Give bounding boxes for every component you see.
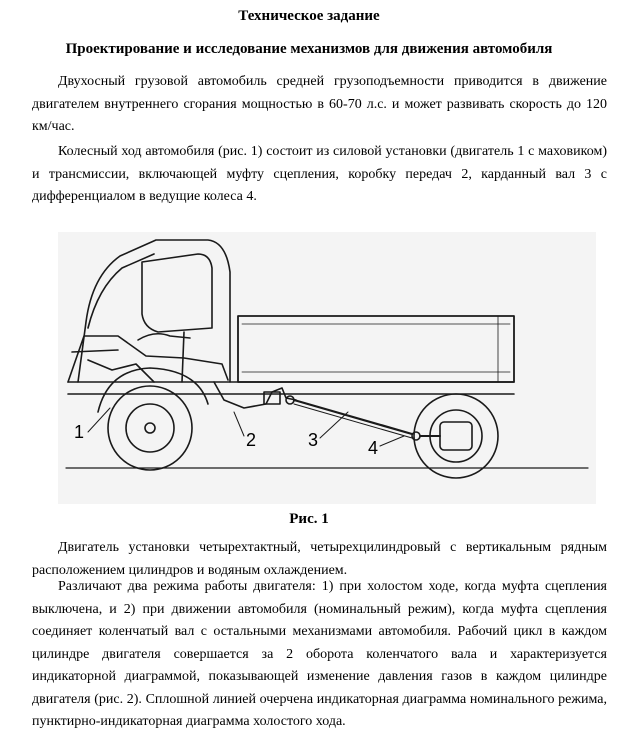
document-title: Проектирование и исследование механизмов для движения автомобиля bbox=[65, 41, 553, 57]
figure-label-2: 2 bbox=[246, 430, 257, 450]
paragraph-modes: Различают два режима работы двигателя: 1) при холостом ходе, когда муфта сцепления выключена, и 2) при движении автомобиля (номинальный режим), когда муфта сцепления соединяет коленчатый вал с остальными механизмами автомобиля. Рабочий цикл в каждом цилиндре двигателя совершается за 2 оборота коленчатого вала и характеризуется индикаторной диаграммой, показывающей изменение давления газов в каждом цилиндре двигателя (рис. 2). Сплошной линией очерчена индикаторная диаграмма номинального режима, пунктирно-индикаторная диаграмма холостого хода. bbox=[32, 579, 607, 729]
figure-caption: Рис. 1 bbox=[289, 511, 329, 527]
figure-label-4: 4 bbox=[368, 438, 379, 458]
figure-label-1: 1 bbox=[74, 422, 85, 442]
truck-figure bbox=[58, 232, 596, 504]
paragraph-engine: Двигатель установки четырехтактный, четырехцилиндровый с вертикальным рядным расположением цилиндров и водяным охлаждением. bbox=[32, 540, 607, 578]
truck-drawing bbox=[58, 232, 596, 504]
paragraph-intro: Двухосный грузовой автомобиль средней грузоподъемности приводится в движение двигателем внутреннего сгорания мощностью в 60-70 л.с. и может развивать скорость до 120 км/час. bbox=[32, 74, 607, 134]
document-heading: Техническое задание bbox=[238, 8, 380, 24]
paragraph-chassis: Колесный ход автомобиля (рис. 1) состоит из силовой установки (двигатель 1 с маховиком) и трансмиссии, включающей муфту сцепления, коробку передач 2, карданный вал 3 с дифференциалом в ведущие колеса 4. bbox=[32, 144, 607, 204]
figure-label-3: 3 bbox=[308, 430, 319, 450]
